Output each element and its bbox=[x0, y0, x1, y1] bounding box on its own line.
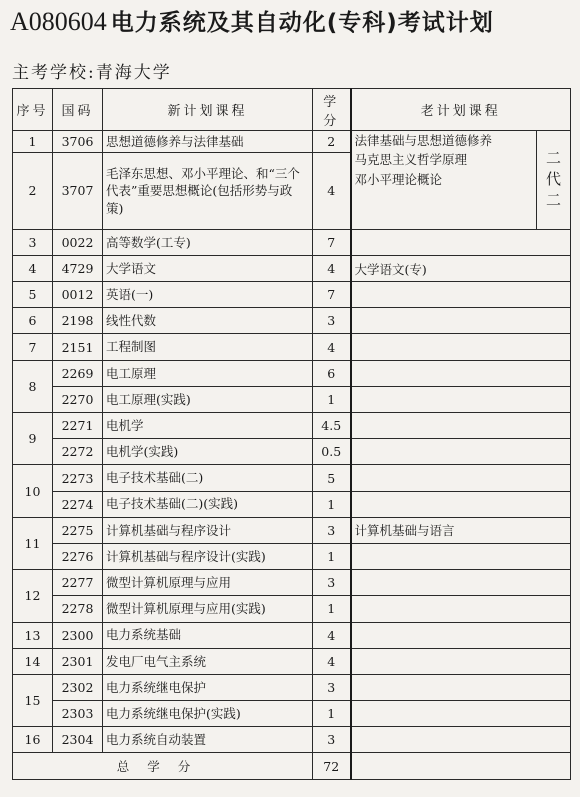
row-seq: 6 bbox=[13, 308, 53, 334]
row-credit: 7 bbox=[313, 229, 351, 255]
row-course: 电机学(实践) bbox=[103, 439, 313, 465]
row-seq: 1 bbox=[13, 131, 53, 153]
row-course: 线性代数 bbox=[103, 308, 313, 334]
table-row bbox=[13, 701, 571, 727]
old-course-cell bbox=[351, 386, 571, 412]
row-course: 思想道德修养与法律基础 bbox=[103, 131, 313, 153]
table-row bbox=[13, 543, 571, 569]
old-course-item: 法律基础与思想道德修养 bbox=[354, 133, 493, 148]
row-course: 电力系统自动装置 bbox=[103, 727, 313, 753]
row-credit: 7 bbox=[313, 282, 351, 308]
major-code: A080604 bbox=[10, 7, 107, 36]
row-seq: 2 bbox=[13, 153, 53, 230]
row-course: 英语(一) bbox=[103, 282, 313, 308]
table-row bbox=[13, 439, 571, 465]
row-code: 2278 bbox=[53, 596, 103, 622]
row-credit: 3 bbox=[313, 674, 351, 700]
table-row bbox=[13, 360, 571, 386]
row-credit: 1 bbox=[313, 543, 351, 569]
table-row bbox=[13, 282, 571, 308]
school-line: 主考学校:青海大学 bbox=[12, 63, 172, 83]
row-seq: 8 bbox=[13, 360, 53, 412]
table-row bbox=[13, 465, 571, 491]
row-credit: 1 bbox=[313, 386, 351, 412]
row-course: 电力系统基础 bbox=[103, 622, 313, 648]
row-course: 工程制图 bbox=[103, 334, 313, 360]
table-row bbox=[13, 131, 571, 153]
old-course-cell bbox=[351, 622, 571, 648]
row-course: 电力系统继电保护 bbox=[103, 674, 313, 700]
row-code: 2269 bbox=[53, 360, 103, 386]
row-credit: 6 bbox=[313, 360, 351, 386]
row-code: 2277 bbox=[53, 570, 103, 596]
table-row bbox=[13, 334, 571, 360]
row-seq: 11 bbox=[13, 517, 53, 569]
row-credit: 4 bbox=[313, 255, 351, 281]
table-row bbox=[13, 517, 571, 543]
major-title: 电力系统及其自动化(专科)考试计划 bbox=[110, 10, 494, 36]
old-course-cell bbox=[351, 543, 571, 569]
row-credit: 4 bbox=[313, 153, 351, 230]
row-code: 2273 bbox=[53, 465, 103, 491]
header-new-course: 新计划课程 bbox=[103, 89, 313, 131]
row-code: 2274 bbox=[53, 491, 103, 517]
row-code: 2198 bbox=[53, 308, 103, 334]
row-seq: 14 bbox=[13, 648, 53, 674]
row-seq: 15 bbox=[13, 674, 53, 726]
old-course-item: 马克思主义哲学原理 bbox=[354, 152, 468, 168]
old-course-cell bbox=[351, 308, 571, 334]
row-seq: 7 bbox=[13, 334, 53, 360]
row-code: 2151 bbox=[53, 334, 103, 360]
table-row bbox=[13, 491, 571, 517]
row-seq: 16 bbox=[13, 727, 53, 753]
old-course-cell bbox=[351, 674, 571, 700]
table-row bbox=[13, 386, 571, 412]
row-credit: 4 bbox=[313, 648, 351, 674]
total-row bbox=[13, 753, 571, 780]
row-course: 电子技术基础(二) bbox=[103, 465, 313, 491]
row-seq: 13 bbox=[13, 622, 53, 648]
row-credit: 1 bbox=[313, 491, 351, 517]
old-course-cell bbox=[351, 360, 571, 386]
row-course: 毛泽东思想、邓小平理论、和“三个代表”重要思想概论(包括形势与政策) bbox=[103, 153, 313, 230]
old-course-cell bbox=[351, 701, 571, 727]
row-code: 3706 bbox=[53, 131, 103, 153]
old-course-cell bbox=[351, 465, 571, 491]
row-credit: 0.5 bbox=[313, 439, 351, 465]
old-course-cell bbox=[351, 727, 571, 753]
table-header-row bbox=[13, 89, 571, 131]
row-code: 2276 bbox=[53, 543, 103, 569]
table-row bbox=[13, 648, 571, 674]
row-seq: 10 bbox=[13, 465, 53, 517]
table-row bbox=[13, 570, 571, 596]
row-credit: 3 bbox=[313, 727, 351, 753]
row-code: 2302 bbox=[53, 674, 103, 700]
row-code: 3707 bbox=[53, 153, 103, 230]
table-row bbox=[13, 229, 571, 255]
table-row bbox=[13, 727, 571, 753]
row-code: 2301 bbox=[53, 648, 103, 674]
row-course: 计算机基础与程序设计 bbox=[103, 517, 313, 543]
row-course: 电机学 bbox=[103, 413, 313, 439]
row-course: 电子技术基础(二)(实践) bbox=[103, 491, 313, 517]
old-course-cell: 计算机基础与语言 bbox=[351, 517, 571, 543]
header-credit: 学分 bbox=[313, 89, 351, 131]
row-code: 2304 bbox=[53, 727, 103, 753]
row-credit: 5 bbox=[313, 465, 351, 491]
row-code: 2300 bbox=[53, 622, 103, 648]
header-old-course: 老计划课程 bbox=[351, 89, 571, 131]
table-row bbox=[13, 674, 571, 700]
row-course: 微型计算机原理与应用 bbox=[103, 570, 313, 596]
old-course-cell bbox=[351, 570, 571, 596]
row-course: 电工原理(实践) bbox=[103, 386, 313, 412]
old-course-cell bbox=[351, 229, 571, 255]
old-course-cell bbox=[351, 334, 571, 360]
old-course-note: 二代二 bbox=[537, 131, 571, 230]
table-row bbox=[13, 413, 571, 439]
row-credit: 4.5 bbox=[313, 413, 351, 439]
header-seq: 序号 bbox=[13, 89, 53, 131]
row-code: 2275 bbox=[53, 517, 103, 543]
old-course-cell bbox=[351, 753, 571, 780]
row-credit: 1 bbox=[313, 596, 351, 622]
table-row bbox=[13, 308, 571, 334]
row-course: 大学语文 bbox=[103, 255, 313, 281]
row-code: 2272 bbox=[53, 439, 103, 465]
row-course: 高等数学(工专) bbox=[103, 229, 313, 255]
row-credit: 3 bbox=[313, 517, 351, 543]
row-credit: 4 bbox=[313, 334, 351, 360]
row-seq: 4 bbox=[13, 255, 53, 281]
table-row bbox=[13, 596, 571, 622]
row-course: 电力系统继电保护(实践) bbox=[103, 701, 313, 727]
old-course-cell bbox=[351, 596, 571, 622]
old-course-cell bbox=[351, 648, 571, 674]
row-seq: 9 bbox=[13, 413, 53, 465]
row-credit: 2 bbox=[313, 131, 351, 153]
course-plan-table bbox=[12, 88, 571, 780]
row-credit: 3 bbox=[313, 308, 351, 334]
row-seq: 12 bbox=[13, 570, 53, 622]
total-label: 总学分 bbox=[13, 753, 313, 780]
row-code: 2303 bbox=[53, 701, 103, 727]
old-course-cell bbox=[351, 491, 571, 517]
row-code: 2271 bbox=[53, 413, 103, 439]
row-course: 微型计算机原理与应用(实践) bbox=[103, 596, 313, 622]
old-course-cell bbox=[351, 439, 571, 465]
old-course-item: 邓小平理论概论 bbox=[354, 171, 443, 187]
table-row bbox=[13, 255, 571, 281]
row-code: 2270 bbox=[53, 386, 103, 412]
row-code: 0012 bbox=[53, 282, 103, 308]
page-title bbox=[10, 4, 494, 37]
row-seq: 3 bbox=[13, 229, 53, 255]
row-course: 发电厂电气主系统 bbox=[103, 648, 313, 674]
old-course-cell: 大学语文(专) bbox=[351, 255, 571, 281]
row-credit: 4 bbox=[313, 622, 351, 648]
old-course-cell bbox=[351, 413, 571, 439]
total-credit: 72 bbox=[313, 753, 351, 780]
row-seq: 5 bbox=[13, 282, 53, 308]
row-code: 4729 bbox=[53, 255, 103, 281]
row-credit: 1 bbox=[313, 701, 351, 727]
row-code: 0022 bbox=[53, 229, 103, 255]
table-row bbox=[13, 622, 571, 648]
row-course: 电工原理 bbox=[103, 360, 313, 386]
row-course: 计算机基础与程序设计(实践) bbox=[103, 543, 313, 569]
old-course-group bbox=[351, 131, 537, 230]
old-course-cell bbox=[351, 282, 571, 308]
header-code: 国码 bbox=[53, 89, 103, 131]
row-credit: 3 bbox=[313, 570, 351, 596]
